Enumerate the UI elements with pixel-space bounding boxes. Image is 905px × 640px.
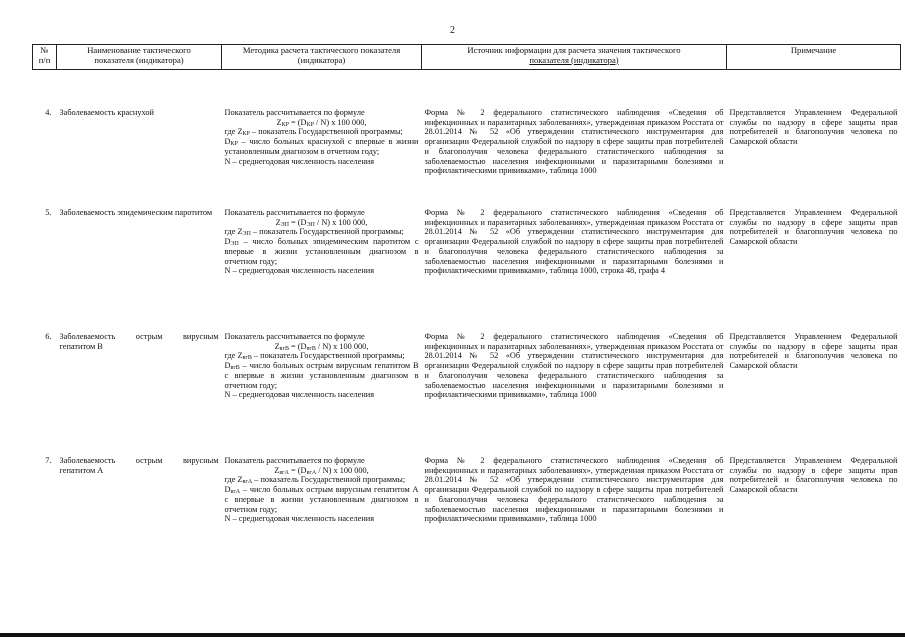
formula: $Z_{ЭП} = (D_{ЭП} / N)$ х 100 000, bbox=[275, 217, 368, 228]
table-row bbox=[33, 456, 901, 580]
formula: $Z_{КР} = (D_{КР} / N)$ х 100 000, bbox=[276, 117, 367, 128]
header-source: Источник информации для расчета значения тактического показателя (индикатора) bbox=[422, 45, 727, 70]
method-cell: Показатель рассчитывается по формуле $Z_{КР} = (D_{КР} / N)$ х 100 000, где $Z_{КР}$ – показатель Государственной программы; $D_{КР}$ – число больных краснухой с впервые в жизни установленным диагнозом в отчетном году; N – среднегодовая численность населения bbox=[224, 108, 419, 166]
source-cell: Форма № 2 федерального статистического наблюдения «Сведения об инфекционных и паразитарных заболеваниях», утвержденная приказом Росстата от 28.01.2014 № 52 «Об утверждении статистического инструментария для организации Федеральной службой по надзору в сфере защиты прав потребителей и благополучия человека федерального статистического наблюдения за заболеваемостью населения инфекционными и паразитарными болезнями и профилактическими прививками», таблица 1000 bbox=[424, 332, 724, 400]
row-number: 4. bbox=[45, 108, 52, 117]
table-row bbox=[33, 70, 901, 209]
indicator-name: Заболеваемость острым вирусным гепатитом А bbox=[59, 456, 219, 475]
header-method: Методика расчета тактического показателя (индикатора) bbox=[222, 45, 422, 70]
formula: $Z_{вгА} = (D_{вгА} / N)$ х 100 000, bbox=[274, 465, 369, 476]
note-cell: Представляется Управлением Федеральной службы по надзору в сфере защиты прав потребителей и благополучия человека по Самарской области bbox=[729, 108, 898, 147]
source-cell: Форма № 2 федерального статистического наблюдения «Сведения об инфекционных и паразитарных заболеваниях», утвержденная приказом Росстата от 28.01.2014 № 52 «Об утверждении статистического инструментария для организации Федеральной службой по надзору в сфере защиты прав потребителей и благополучия человека федерального статистического наблюдения за заболеваемостью населения инфекционными и паразитарными болезнями и профилактическими прививками», таблица 1000 bbox=[424, 456, 724, 524]
table-row bbox=[33, 332, 901, 456]
method-cell: Показатель рассчитывается по формуле $Z_{вгВ} = (D_{вгВ} / N)$ х 100 000, где $Z_{вгВ}$ – показатель Государственной программы; $D_{вгВ}$ – число больных острым вирусным гепатитом В с впервые в жизни установленным диагнозом в отчетном году; N – среднегодовая численность населения bbox=[224, 332, 419, 400]
indicator-name: Заболеваемость краснухой bbox=[59, 108, 154, 117]
row-number: 6. bbox=[45, 332, 52, 341]
indicators-table bbox=[32, 44, 901, 580]
method-cell: Показатель рассчитывается по формуле $Z_{вгА} = (D_{вгА} / N)$ х 100 000, где $Z_{вгА}$ – показатель Государственной программы; $D_{вгА}$ – число больных острым вирусным гепатитом А с впервые в жизни установленным диагнозом в отчетном году; N – среднегодовая численность населения bbox=[224, 456, 419, 524]
header-note: Примечание bbox=[727, 45, 901, 70]
source-cell: Форма № 2 федерального статистического наблюдения «Сведения об инфекционных и паразитарных заболеваниях», утвержденная приказом Росстата от 28.01.2014 № 52 «Об утверждении статистического инструментария для организации Федеральной службой по надзору в сфере защиты прав потребителей и благополучия человека федерального статистического наблюдения за заболеваемостью населения инфекционными и паразитарными болезнями и профилактическими прививками», таблица 1000, строка 48, графа 4 bbox=[424, 208, 724, 276]
note-cell: Представляется Управлением Федеральной службы по надзору в сфере защиты прав потребителей и благополучия человека по Самарской области bbox=[729, 332, 898, 371]
note-cell: Представляется Управлением Федеральной службы по надзору в сфере защиты прав потребителей и благополучия человека по Самарской области bbox=[729, 208, 898, 247]
indicator-name: Заболеваемость острым вирусным гепатитом В bbox=[59, 332, 219, 351]
indicator-name: Заболеваемость эпидемическим паротитом bbox=[59, 208, 213, 217]
source-cell: Форма № 2 федерального статистического наблюдения «Сведения об инфекционных и паразитарных заболеваниях», утвержденная приказом Росстата от 28.01.2014 № 52 «Об утверждении статистического инструментария для организации Федеральной службой по надзору в сфере защиты прав потребителей и благополучия человека федерального статистического наблюдения за заболеваемостью населения инфекционными и паразитарными болезнями и профилактическими прививками», таблица 1000 bbox=[424, 108, 724, 176]
table-row bbox=[33, 208, 901, 332]
method-cell: Показатель рассчитывается по формуле $Z_{ЭП} = (D_{ЭП} / N)$ х 100 000, где $Z_{ЭП}$ – показатель Государственной программы; $D_{ЭП}$ – число больных эпидемическим паротитом с впервые в жизни установленным диагнозом в отчетном году; N – среднегодовая численность населения bbox=[224, 208, 419, 276]
table-header-row bbox=[33, 45, 901, 70]
formula: $Z_{вгВ} = (D_{вгВ} / N)$ х 100 000, bbox=[274, 341, 369, 352]
row-number: 5. bbox=[45, 208, 52, 217]
header-num: № п/п bbox=[33, 45, 57, 70]
note-cell: Представляется Управлением Федеральной службы по надзору в сфере защиты прав потребителей и благополучия человека по Самарской области bbox=[729, 456, 898, 495]
row-number: 7. bbox=[45, 456, 52, 465]
header-indicator: Наименование тактического показателя (индикатора) bbox=[57, 45, 222, 70]
page-number: 2 bbox=[450, 25, 455, 36]
bottom-divider bbox=[0, 633, 905, 637]
